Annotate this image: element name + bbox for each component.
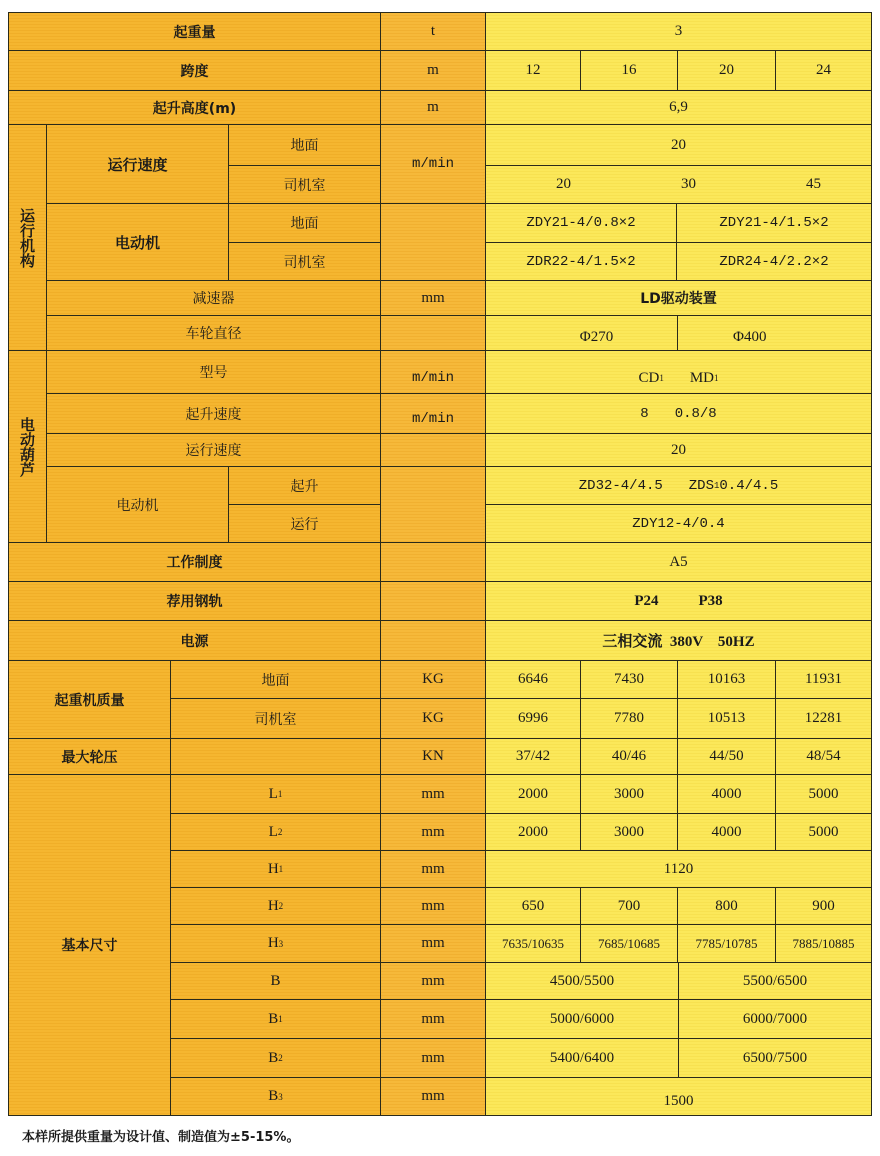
dim-h2-sym: H [267, 897, 279, 914]
dim-h3-2: 7685/10685 [580, 924, 678, 963]
travel-speed-cab-20: 20 [556, 176, 571, 192]
travel-speed-unit: m/min [380, 124, 486, 204]
travel-motor-label [46, 203, 229, 281]
dim-b2-sub: 2 [278, 1053, 283, 1063]
dimensions-label-text: 基本尺寸 [61, 938, 118, 954]
reducer-value: LD驱动装置 [485, 280, 872, 316]
capacity-label-text: 起重量 [173, 24, 216, 41]
travel-speed-label [46, 124, 229, 204]
lift-height-value: 6,9 [485, 90, 872, 125]
hoist-model-cd-sub: 1 [659, 373, 664, 383]
footnote: 本样所提供重量为设计值、制造值为±5-15%。 [22, 1130, 300, 1145]
dim-l1-sub: 1 [277, 789, 283, 799]
duty-unit-blank [380, 542, 486, 582]
crane-mass-cab-1: 6996 [485, 698, 581, 739]
hoist-model-cd: CD [638, 369, 660, 386]
max-wheel-load-3: 44/50 [677, 738, 776, 775]
span-value-16: 16 [580, 50, 678, 91]
dim-h1-unit: mm [380, 850, 486, 888]
reducer-label-text: 减速器 [192, 291, 235, 307]
dim-h3-3: 7785/10785 [677, 924, 776, 963]
hoist-motor-travel-text: 运行 [290, 516, 319, 533]
dim-l1-sym: L [268, 785, 278, 802]
travel-motor-cab-label [228, 242, 381, 281]
dim-b-unit: mm [380, 962, 486, 1000]
reducer-unit: mm [380, 280, 486, 316]
travel-motor-cab-value-b: ZDR24-4/2.2×2 [676, 242, 872, 281]
dim-l2-unit: mm [380, 813, 486, 851]
crane-mass-ground-1: 6646 [485, 660, 581, 699]
hoist-lift-speed-label-text: 起升速度 [185, 406, 242, 423]
hoist-model-label-text: 型号 [199, 365, 228, 381]
travel-motor-cab-value-a: ZDR22-4/1.5×2 [485, 242, 677, 281]
rail-p38: P38 [698, 592, 723, 609]
hoist-motor-unit-blank [380, 466, 486, 543]
dim-l2-3: 4000 [677, 813, 776, 851]
dim-l2-2: 3000 [580, 813, 678, 851]
dim-h2-1: 650 [485, 887, 581, 925]
hoist-motor-travel-value: ZDY12-4/0.4 [485, 504, 872, 543]
travel-speed-cab-label [228, 165, 381, 204]
travel-speed-label-text: 运行速度 [107, 155, 168, 174]
wheel-diameter-value-b: Φ400 [677, 315, 872, 351]
dim-h3-1: 7635/10635 [485, 924, 581, 963]
travel-speed-ground-value: 20 [485, 124, 872, 166]
hoist-motor-lift-b-sub: 1 [714, 480, 720, 491]
lift-height-unit: m [380, 90, 486, 125]
max-wheel-load-label-text: 最大轮压 [61, 749, 118, 766]
dim-h2-3: 800 [677, 887, 776, 925]
dim-l1-1: 2000 [485, 774, 581, 814]
dim-b3-value: 1500 [485, 1077, 872, 1116]
dim-l1-2: 3000 [580, 774, 678, 814]
dim-h2-unit: mm [380, 887, 486, 925]
wheel-diameter-label-text: 车轮直径 [185, 326, 242, 342]
span-value-20: 20 [677, 50, 776, 91]
hoist-model-label [46, 350, 381, 394]
travel-motor-ground-label [228, 203, 381, 243]
crane-mass-cab-label [170, 698, 381, 739]
dim-h2-4: 900 [775, 887, 872, 925]
dim-b2-label [170, 1038, 381, 1078]
travel-speed-cab-45: 45 [806, 176, 821, 192]
hoist-travel-speed-label-text: 运行速度 [185, 443, 242, 459]
hoist-model-md-sub: 1 [714, 373, 719, 383]
dim-l1-unit: mm [380, 774, 486, 814]
dim-l2-sym: L [268, 823, 278, 840]
crane-mass-cab-4: 12281 [775, 698, 872, 739]
dim-l2-sub: 2 [277, 827, 283, 837]
wheel-diameter-unit-blank [380, 315, 486, 351]
dim-b-1: 4500/5500 [485, 962, 679, 1000]
span-label [8, 50, 381, 91]
max-wheel-load-1: 37/42 [485, 738, 581, 775]
max-wheel-load-2: 40/46 [580, 738, 678, 775]
crane-mass-cab-unit: KG [380, 698, 486, 739]
dim-h2-2: 700 [580, 887, 678, 925]
hoist-lift-speed-b: 0.8/8 [674, 405, 717, 422]
dim-h2-sub: 2 [278, 901, 284, 911]
max-wheel-load-label [8, 738, 171, 775]
crane-mass-ground-label [170, 660, 381, 699]
travel-motor-unit-blank [380, 203, 486, 281]
power-unit-blank [380, 620, 486, 661]
travel-speed-cab-30: 30 [681, 176, 696, 192]
dim-h3-sub: 3 [278, 938, 284, 949]
dim-b1-sub: 1 [278, 1014, 283, 1024]
travel-motor-label-text: 电动机 [114, 233, 160, 252]
dim-b1-unit: mm [380, 999, 486, 1039]
dim-b3-label [170, 1077, 381, 1116]
dim-b-sym: B [270, 972, 281, 989]
hoist-motor-lift-b-post: 0.4/4.5 [719, 477, 779, 494]
dim-l2-4: 5000 [775, 813, 872, 851]
hoist-group-label [8, 350, 47, 543]
max-wheel-load-4: 48/54 [775, 738, 872, 775]
wheel-diameter-label [46, 315, 381, 351]
dim-h3-sym: H [267, 935, 279, 951]
dim-h1-sym: H [267, 860, 279, 877]
hoist-motor-travel-label [228, 504, 381, 543]
travel-motor-ground-text: 地面 [290, 216, 319, 232]
dim-b-label [170, 962, 381, 1000]
duty-label [8, 542, 381, 582]
travel-speed-ground-label [228, 124, 381, 166]
hoist-lift-speed-value [485, 393, 872, 434]
lift-height-label-text: 起升高度(m) [152, 100, 237, 117]
rail-value [485, 581, 872, 621]
dim-l2-1: 2000 [485, 813, 581, 851]
rail-label [8, 581, 381, 621]
capacity-value: 3 [485, 12, 872, 51]
hoist-motor-lift-text: 起升 [290, 478, 319, 495]
power-value: 三相交流 380V 50HZ [485, 620, 872, 661]
crane-mass-cab-text: 司机室 [254, 711, 297, 728]
crane-mass-ground-4: 11931 [775, 660, 872, 699]
dim-b2-2: 6500/7500 [678, 1038, 872, 1078]
hoist-lift-speed-unit: m/min [380, 393, 486, 434]
dim-l1-3: 4000 [677, 774, 776, 814]
duty-label-text: 工作制度 [166, 555, 223, 571]
dim-h1-value: 1120 [485, 850, 872, 888]
wheel-diameter-value-a: Φ270 [485, 315, 678, 351]
hoist-motor-lift-b-pre: ZDS [688, 477, 714, 494]
dim-b3-sym: B [268, 1088, 279, 1104]
crane-mass-ground-3: 10163 [677, 660, 776, 699]
rail-unit-blank [380, 581, 486, 621]
span-value-12: 12 [485, 50, 581, 91]
hoist-travel-speed-value: 20 [485, 433, 872, 467]
hoist-lift-speed-a: 8 [640, 405, 649, 422]
dim-h3-label [170, 924, 381, 963]
rail-label-text: 荐用钢轨 [166, 594, 223, 610]
power-label-text: 电源 [180, 633, 209, 650]
capacity-label [8, 12, 381, 51]
rail-p24: P24 [634, 592, 659, 609]
span-value-24: 24 [775, 50, 872, 91]
travel-mechanism-group-text: 运行机构 [18, 207, 36, 268]
travel-speed-cab-text: 司机室 [283, 177, 326, 194]
crane-mass-ground-text: 地面 [261, 672, 290, 689]
dim-b1-2: 6000/7000 [678, 999, 872, 1039]
travel-speed-cab-values [485, 165, 872, 204]
dim-h2-label [170, 887, 381, 925]
dim-l1-label [170, 774, 381, 814]
travel-speed-ground-text: 地面 [290, 138, 319, 154]
max-wheel-load-sublabel-blank [170, 738, 381, 775]
dim-b1-1: 5000/6000 [485, 999, 679, 1039]
hoist-model-unit: m/min [380, 350, 486, 394]
dimensions-label [8, 774, 171, 1116]
hoist-group-text: 电动葫芦 [18, 416, 36, 477]
dim-b2-1: 5400/6400 [485, 1038, 679, 1078]
crane-mass-label [8, 660, 171, 739]
dim-h3-4: 7885/10885 [775, 924, 872, 963]
hoist-motor-label-text: 电动机 [116, 497, 159, 514]
crane-mass-cab-3: 10513 [677, 698, 776, 739]
travel-motor-cab-text: 司机室 [283, 254, 326, 271]
travel-motor-ground-value-a: ZDY21-4/0.8×2 [485, 203, 677, 243]
dim-b3-sub: 3 [278, 1091, 283, 1102]
hoist-motor-label [46, 466, 229, 543]
dim-b1-sym: B [268, 1010, 279, 1027]
crane-mass-label-text: 起重机质量 [54, 692, 125, 709]
capacity-unit: t [380, 12, 486, 51]
span-label-text: 跨度 [180, 63, 209, 80]
travel-mechanism-group-label [8, 124, 47, 351]
hoist-motor-lift-a: ZD32-4/4.5 [578, 477, 663, 494]
hoist-travel-speed-label [46, 433, 381, 467]
crane-mass-cab-2: 7780 [580, 698, 678, 739]
duty-value: A5 [485, 542, 872, 582]
crane-mass-ground-unit: KG [380, 660, 486, 699]
crane-mass-ground-2: 7430 [580, 660, 678, 699]
dim-b2-unit: mm [380, 1038, 486, 1078]
dim-l2-label [170, 813, 381, 851]
reducer-label [46, 280, 381, 316]
dim-b-2: 5500/6500 [678, 962, 872, 1000]
hoist-travel-speed-unit-blank [380, 433, 486, 467]
dim-b1-label [170, 999, 381, 1039]
hoist-model-md: MD [689, 369, 714, 386]
max-wheel-load-unit: KN [380, 738, 486, 775]
hoist-motor-lift-label [228, 466, 381, 505]
dim-h1-label [170, 850, 381, 888]
dim-b3-unit: mm [380, 1077, 486, 1116]
dim-b2-sym: B [268, 1049, 279, 1066]
dim-h3-unit: mm [380, 924, 486, 963]
dim-h1-sub: 1 [278, 864, 284, 874]
dim-l1-4: 5000 [775, 774, 872, 814]
hoist-model-value [485, 350, 872, 394]
lift-height-label [8, 90, 381, 125]
hoist-lift-speed-label [46, 393, 381, 434]
travel-motor-ground-value-b: ZDY21-4/1.5×2 [676, 203, 872, 243]
span-unit: m [380, 50, 486, 91]
hoist-motor-lift-value [485, 466, 872, 505]
power-label [8, 620, 381, 661]
